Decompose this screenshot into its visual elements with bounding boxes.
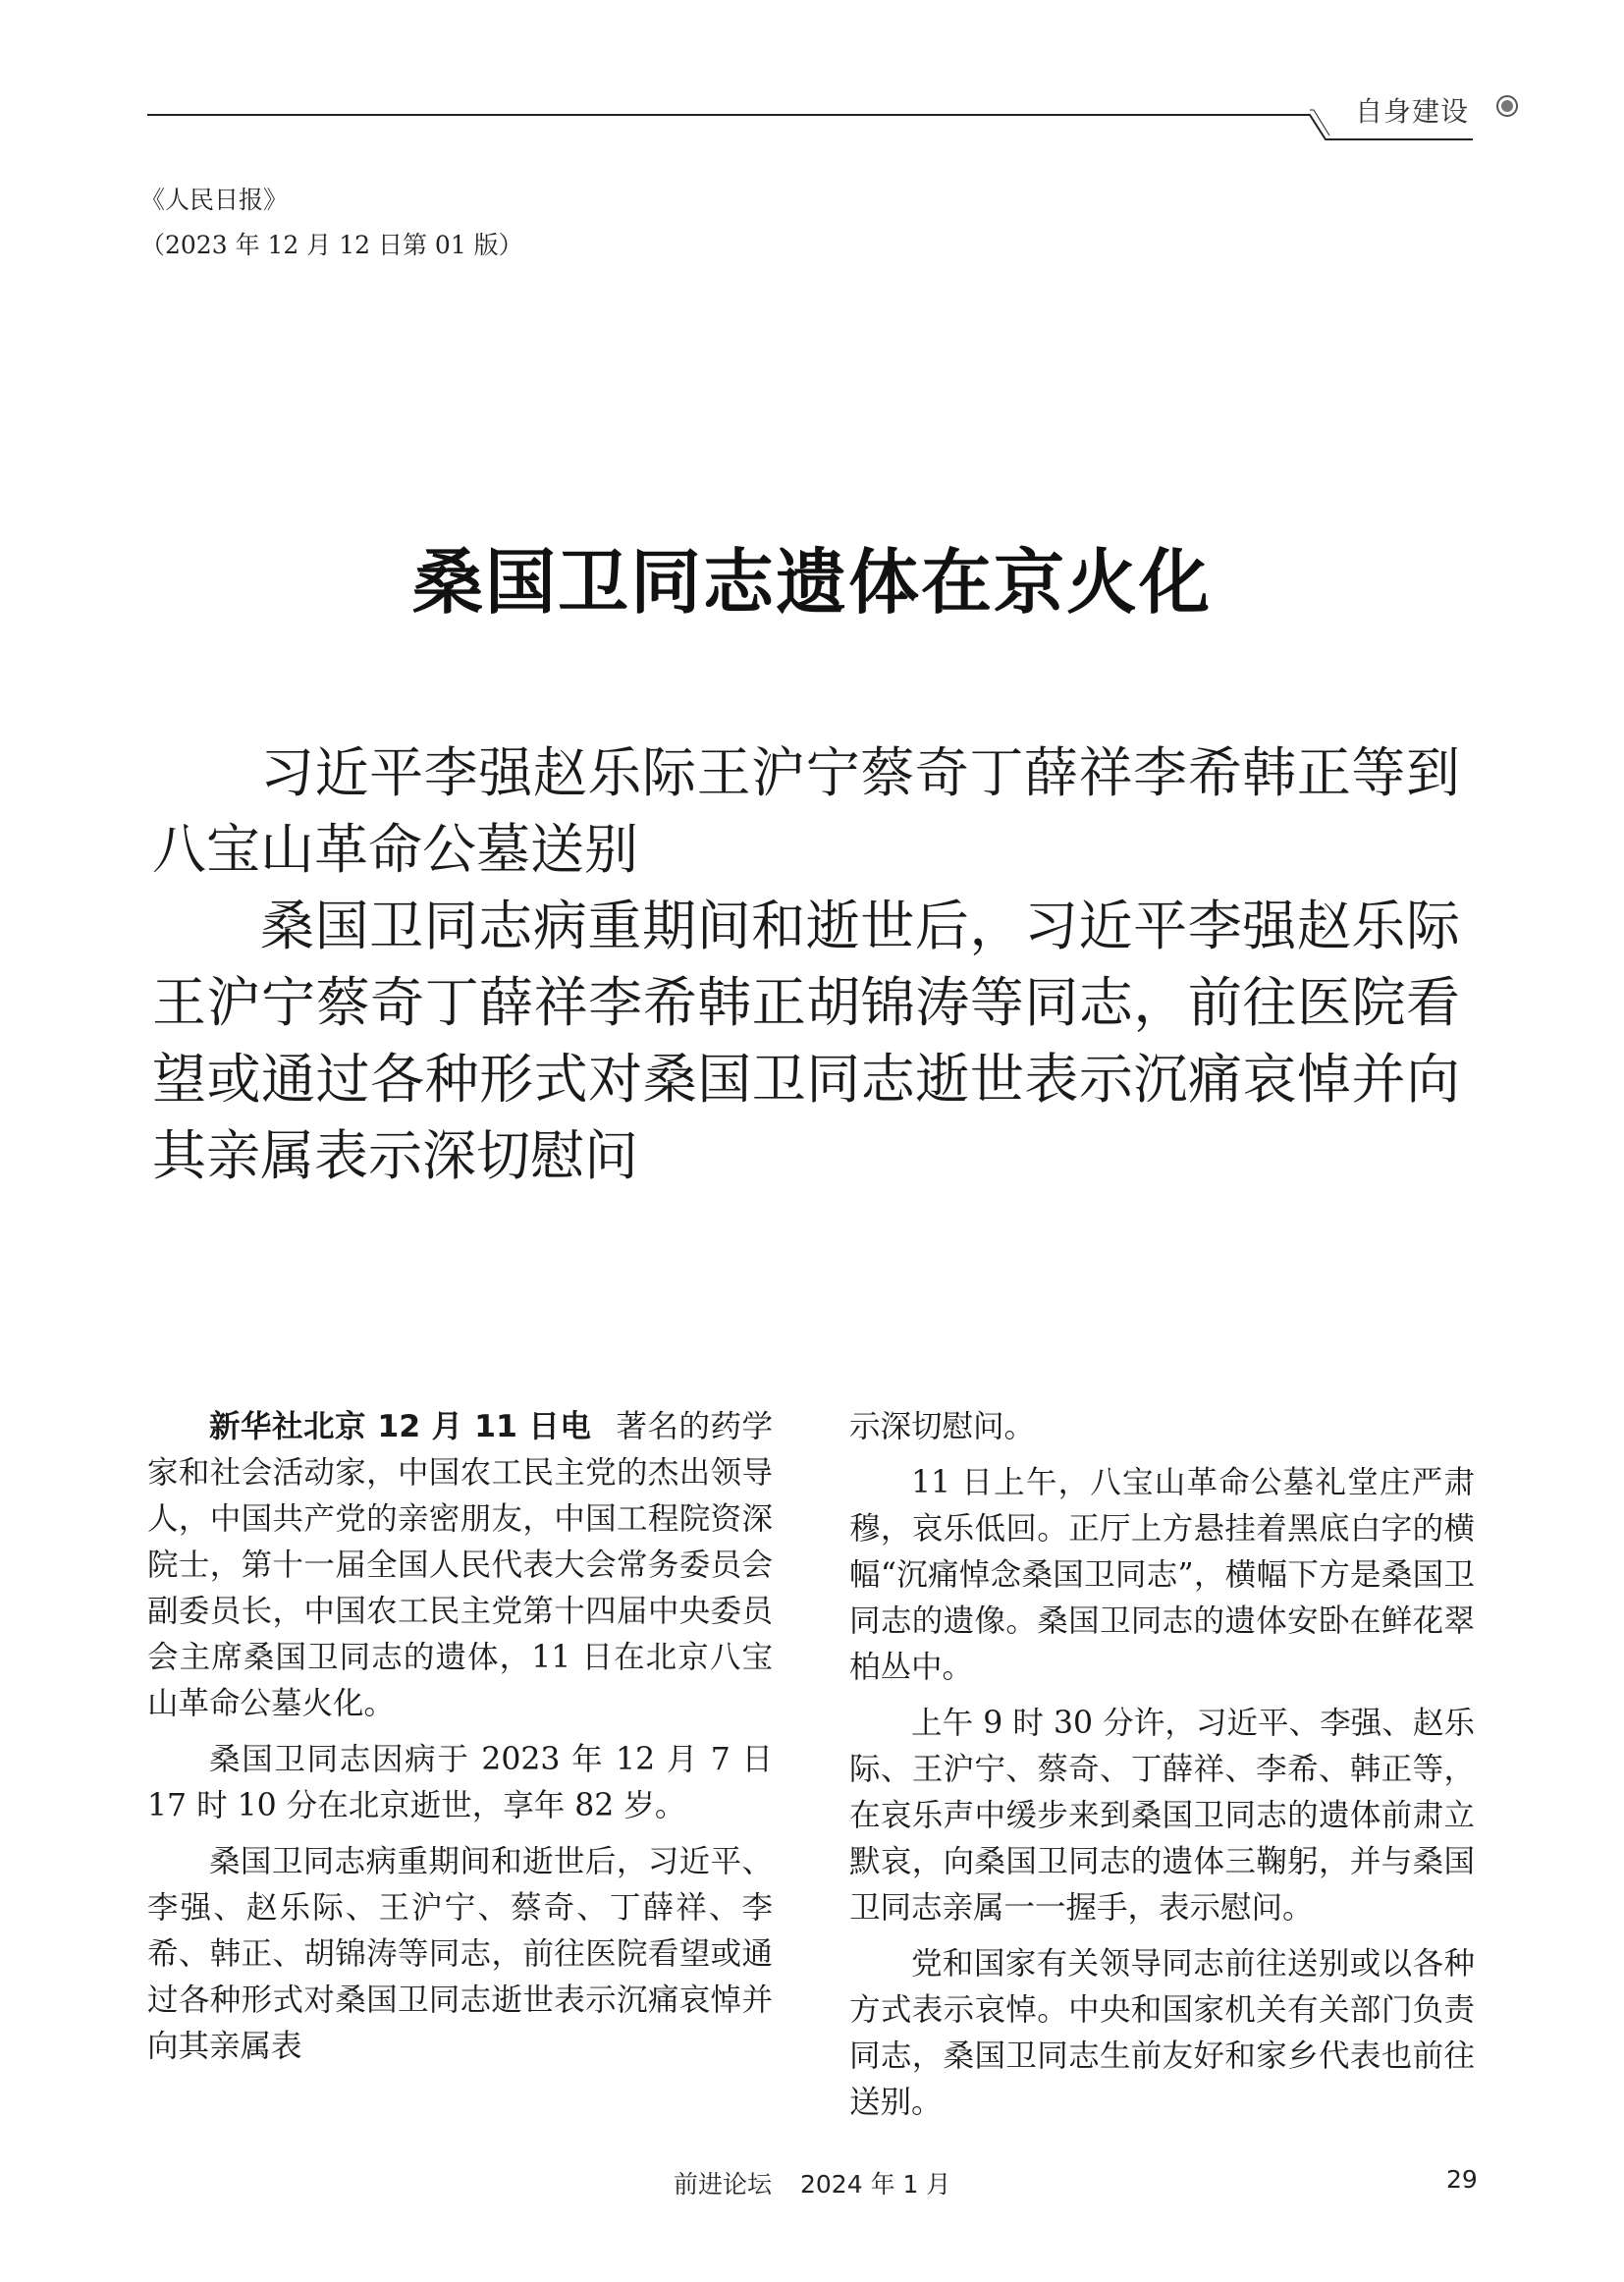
body-column-left bbox=[147, 1404, 773, 2080]
body-paragraph: 桑国卫同志因病于 2023 年 12 月 7 日 17 时 10 分在北京逝世，享年 82 岁。 bbox=[147, 1742, 773, 1823]
body-paragraph: 桑国卫同志病重期间和逝世后，习近平、李强、赵乐际、王沪宁、蔡奇、丁薛祥、李希、韩正、胡锦涛等同志，前往医院看望或通过各种形式对桑国卫同志逝世表示沉痛哀悼并向其亲属表 bbox=[147, 1844, 773, 2064]
footer-issue: 2024 年 1 月 bbox=[800, 2170, 951, 2199]
body-columns bbox=[147, 1404, 1624, 2136]
body-paragraph: 党和国家有关领导同志前往送别或以各种方式表示哀悼。中央和国家机关有关部门负责同志，桑国卫同志生前友好和家乡代表也前往送别。 bbox=[849, 1946, 1475, 2120]
body-column-right bbox=[849, 1404, 1475, 2136]
source-publication: 《人民日报》 bbox=[140, 186, 289, 214]
target-circle-icon bbox=[1496, 95, 1518, 117]
article-subtitle-1: 习近平李强赵乐际王沪宁蔡奇丁薛祥李希韩正等到八宝山革命公墓送别 bbox=[152, 741, 1460, 881]
article-subtitle-2: 桑国卫同志病重期间和逝世后，习近平李强赵乐际王沪宁蔡奇丁薛祥李希韩正胡锦涛等同志，前往医院看望或通过各种形式对桑国卫同志逝世表示沉痛哀悼并向其亲属表示深切慰问 bbox=[152, 895, 1460, 1187]
page-footer bbox=[0, 2136, 1624, 2282]
body-paragraph-continued: 示深切慰问。 bbox=[849, 1409, 1036, 1444]
body-paragraph bbox=[147, 1404, 773, 1727]
body-paragraph: 上午 9 时 30 分许，习近平、李强、赵乐际、王沪宁、蔡奇、丁薛祥、李希、韩正等，在哀乐声中缓步来到桑国卫同志的遗体前肃立默哀，向桑国卫同志的遗体三鞠躬，并与桑国卫同志亲属一一握手，表示慰问。 bbox=[849, 1706, 1475, 1926]
article-title: 桑国卫同志遗体在京火化 bbox=[411, 541, 1212, 624]
article-flow bbox=[0, 734, 1624, 2282]
footer-journal: 前进论坛 bbox=[674, 2170, 773, 2199]
section-label: 自身建设 bbox=[1355, 95, 1470, 128]
dateline: 新华社北京 12 月 11 日电 bbox=[209, 1409, 592, 1444]
body-paragraph-text: 著名的药学家和社会活动家，中国农工民主党的杰出领导人，中国共产党的亲密朋友，中国工程院资深院士，第十一届全国人民代表大会常务委员会副委员长，中国农工民主党第十四届中央委员会主席桑国卫同志的遗体，11 日在北京八宝山革命公墓火化。 bbox=[147, 1409, 773, 1721]
header-rule bbox=[147, 114, 1304, 116]
body-paragraph: 11 日上午，八宝山革命公墓礼堂庄严肃穆，哀乐低回。正厅上方悬挂着黑底白字的横幅“沉痛悼念桑国卫同志”，横幅下方是桑国卫同志的遗像。桑国卫同志的遗体安卧在鲜花翠柏丛中。 bbox=[849, 1465, 1475, 1685]
page-number: 29 bbox=[1446, 2165, 1478, 2194]
source-edition: （2023 年 12 月 12 日第 01 版） bbox=[140, 231, 523, 259]
article-subtitles bbox=[152, 734, 1460, 1404]
